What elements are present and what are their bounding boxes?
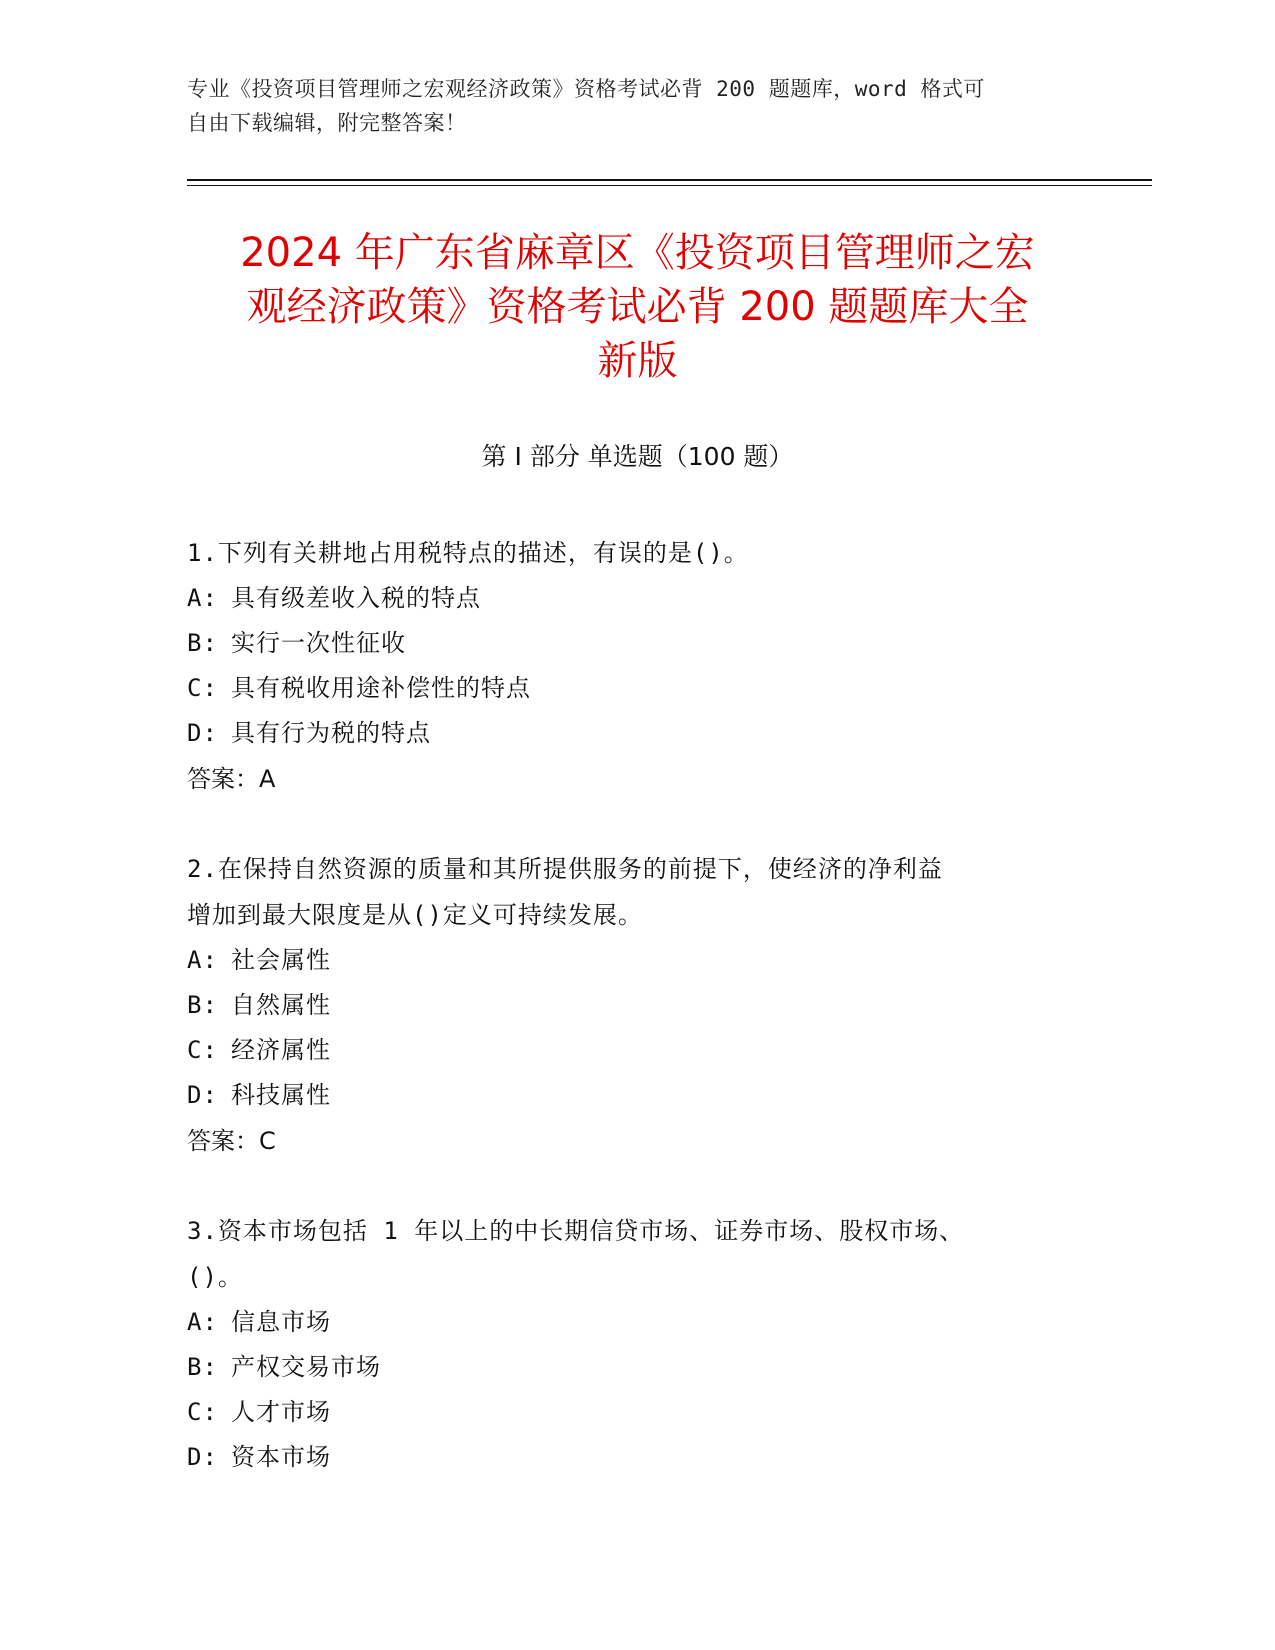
stem-line: ()。 [187,1263,243,1291]
document-title [160,226,1115,388]
option-text: 经济属性 [231,1036,331,1064]
option-b [187,1345,1067,1390]
option-letter: C: [187,674,218,702]
question-3 [187,1208,1067,1480]
stem-line: 2.在保持自然资源的质量和其所提供服务的前提下，使经济的净利益 [187,855,943,883]
stem-line: 3.资本市场包括 1 年以上的中长期信贷市场、证券市场、股权市场、 [187,1217,965,1245]
question-stem [187,1208,1067,1300]
option-text: 具有税收用途补偿性的特点 [231,674,531,702]
question-2 [187,846,1067,1164]
question-list [187,530,1067,1524]
option-letter: D: [187,1081,218,1109]
option-text: 人才市场 [231,1398,331,1426]
option-letter: A: [187,584,218,612]
section-heading: 第 I 部分 单选题（100 题） [481,442,794,471]
question-1 [187,530,1067,802]
question-stem [187,846,1067,938]
option-a [187,938,1067,983]
option-text: 具有级差收入税的特点 [231,584,481,612]
option-text: 实行一次性征收 [231,629,406,657]
option-letter: A: [187,946,218,974]
option-d [187,1073,1067,1118]
option-text: 自然属性 [231,991,331,1019]
option-d [187,1435,1067,1480]
header-divider-thick [187,179,1152,181]
option-b [187,983,1067,1028]
title-line: 新版 [597,338,678,384]
stem-line: 增加到最大限度是从()定义可持续发展。 [187,901,643,929]
option-letter: B: [187,991,218,1019]
option-a [187,576,1067,621]
header-note-line: 专业《投资项目管理师之宏观经济政策》资格考试必背 200 题题库，word 格式可 [187,77,985,101]
option-letter: B: [187,629,218,657]
option-a [187,1300,1067,1345]
option-letter: C: [187,1398,218,1426]
option-text: 资本市场 [231,1443,331,1471]
option-letter: C: [187,1036,218,1064]
option-letter: A: [187,1308,218,1336]
option-text: 具有行为税的特点 [231,719,431,747]
title-line: 2024 年广东省麻章区《投资项目管理师之宏 [240,230,1035,276]
option-c [187,1028,1067,1073]
option-letter: B: [187,1353,218,1381]
question-stem [187,530,1067,576]
option-text: 社会属性 [231,946,331,974]
option-text: 信息市场 [231,1308,331,1336]
header-note [187,72,1087,140]
option-text: 产权交易市场 [231,1353,381,1381]
answer-line: 答案：A [187,765,276,793]
header-note-line: 自由下载编辑，附完整答案！ [187,111,467,135]
header-divider-thin [187,185,1152,186]
option-d [187,711,1067,756]
option-c [187,1390,1067,1435]
answer-line: 答案：C [187,1127,276,1155]
option-b [187,621,1067,666]
title-line: 观经济政策》资格考试必背 200 题题库大全 [246,284,1029,330]
option-c [187,666,1067,711]
option-letter: D: [187,1443,218,1471]
stem-line: 1.下列有关耕地占用税特点的描述，有误的是()。 [187,539,749,567]
option-text: 科技属性 [231,1081,331,1109]
option-letter: D: [187,719,218,747]
